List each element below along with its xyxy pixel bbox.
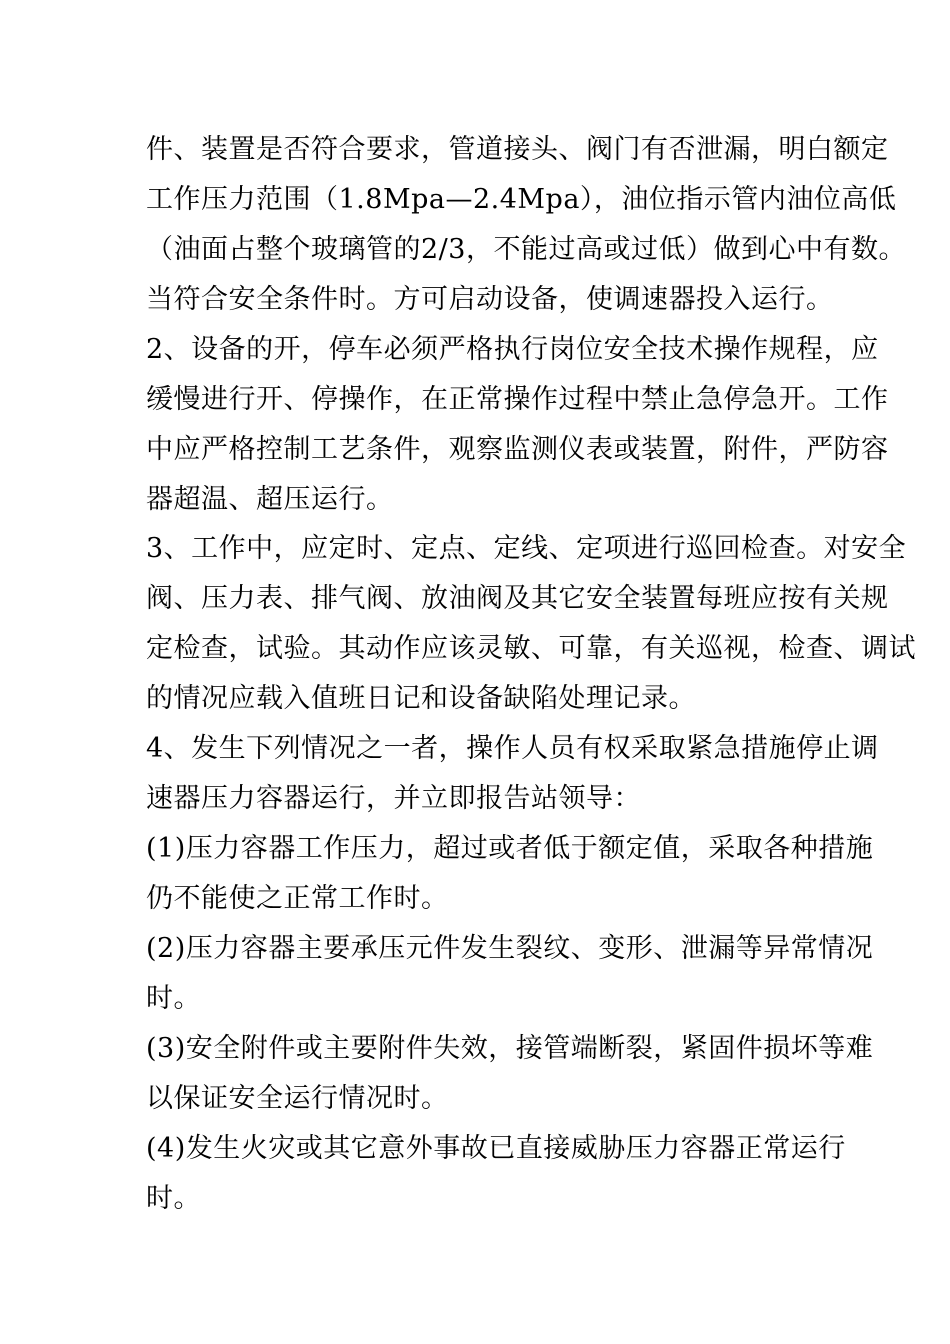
text-line: 中应严格控制工艺条件，观察监测仪表或装置，附件，严防容 <box>146 434 889 465</box>
text-line: 4、发生下列情况之一者，操作人员有权采取紧急措施停止调 <box>146 733 879 764</box>
text-line: 的情况应载入值班日记和设备缺陷处理记录。 <box>146 683 696 714</box>
text-line: 件、装置是否符合要求，管道接头、阀门有否泄漏，明白额定 <box>146 134 889 165</box>
text-line: 器超温、超压运行。 <box>146 484 394 515</box>
text-line: 时。 <box>146 1183 201 1214</box>
text-line: 定检查，试验。其动作应该灵敏、可靠，有关巡视，检查、调试 <box>146 633 916 664</box>
text-line: 2、设备的开，停车必须严格执行岗位安全技术操作规程，应 <box>146 334 879 365</box>
text-line: (2)压力容器主要承压元件发生裂纹、变形、泄漏等异常情况 <box>146 933 874 964</box>
text-line: (4)发生火灾或其它意外事故已直接威胁压力容器正常运行 <box>146 1133 846 1164</box>
text-line: 仍不能使之正常工作时。 <box>146 883 449 914</box>
text-line: (3)安全附件或主要附件失效，接管端断裂，紧固件损坏等难 <box>146 1033 874 1064</box>
text-line: 阀、压力表、排气阀、放油阀及其它安全装置每班应按有关规 <box>146 583 889 614</box>
text-line: (1)压力容器工作压力，超过或者低于额定值，采取各种措施 <box>146 833 874 864</box>
text-line: 时。 <box>146 983 201 1014</box>
text-line: 以保证安全运行情况时。 <box>146 1083 449 1114</box>
text-line: 3、工作中，应定时、定点、定线、定项进行巡回检查。对安全 <box>146 533 907 564</box>
text-line: 缓慢进行开、停操作，在正常操作过程中禁止急停急开。工作 <box>146 384 889 415</box>
text-line: 工作压力范围（1.8Mpa—2.4Mpa），油位指示管内油位高低 <box>146 184 897 215</box>
text-line: （油面占整个玻璃管的2/3，不能过高或过低）做到心中有数。 <box>146 234 906 265</box>
text-line: 速器压力容器运行，并立即报告站领导： <box>146 783 641 814</box>
text-line: 当符合安全条件时。方可启动设备，使调速器投入运行。 <box>146 284 834 315</box>
